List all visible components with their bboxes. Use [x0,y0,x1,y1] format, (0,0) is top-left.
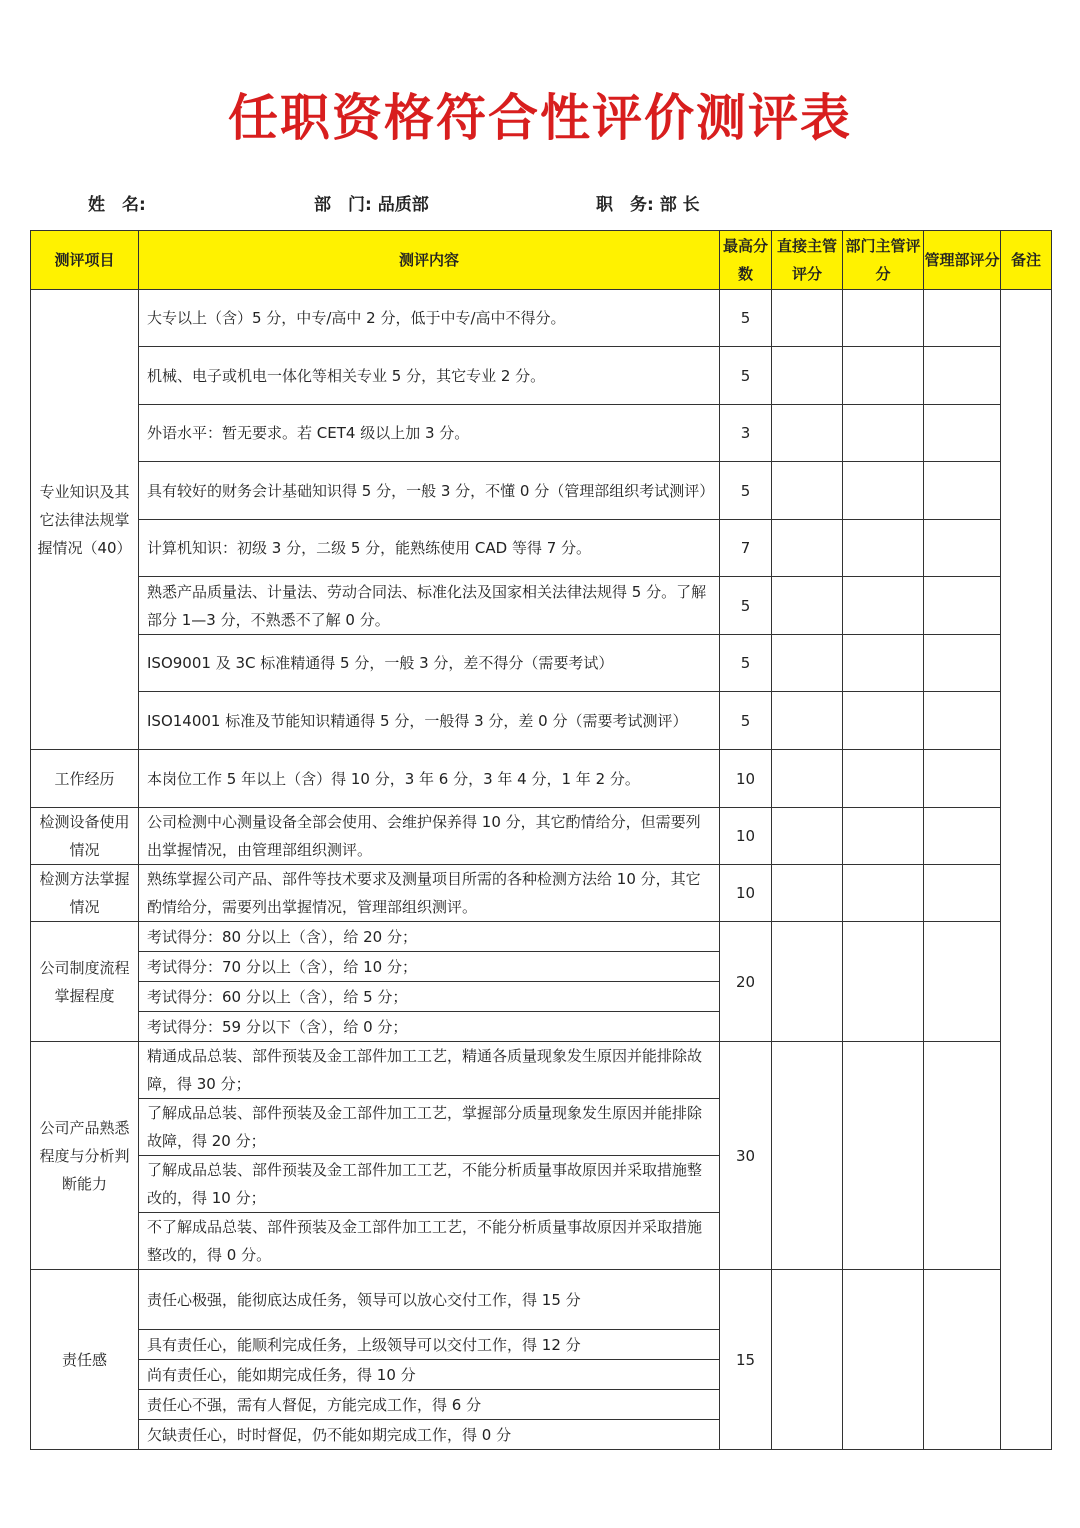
content-cell: 不了解成品总装、部件预装及金工部件加工工艺，不能分析质量事故原因并采取措施整改的，得 0 分。 [139,1213,720,1270]
direct-score-input[interactable] [772,290,843,347]
dept-score-input[interactable] [843,462,924,520]
direct-score-input[interactable] [772,635,843,692]
content-cell: ISO9001 及 3C 标准精通得 5 分，一般 3 分，差不得分（需要考试） [139,635,720,692]
max-score-cell: 10 [720,865,772,922]
direct-score-input[interactable] [772,808,843,865]
direct-score-input[interactable] [772,347,843,405]
table-row [31,520,1052,577]
table-row [31,692,1052,750]
header-content: 测评内容 [139,231,720,290]
content-cell: 熟悉产品质量法、计量法、劳动合同法、标准化法及国家相关法律法规得 5 分。了解部分 1—3 分，不熟悉不了解 0 分。 [139,577,720,635]
category-cell: 责任感 [31,1270,139,1450]
table-row [31,750,1052,808]
page-title: 任职资格符合性评价测评表 [228,89,852,147]
table-row [31,808,1052,865]
table-row [31,922,1052,952]
header-direct-score: 直接主管评分 [772,231,843,290]
table-row [31,577,1052,635]
evaluation-table [30,230,1052,1450]
mgmt-score-input[interactable] [924,347,1001,405]
dept-score-input[interactable] [843,692,924,750]
content-cell: 尚有责任心，能如期完成任务，得 10 分 [139,1360,720,1390]
mgmt-score-input[interactable] [924,1042,1001,1270]
dept-score-input[interactable] [843,347,924,405]
category-cell: 公司产品熟悉程度与分析判断能力 [31,1042,139,1270]
dept-score-input[interactable] [843,405,924,462]
table-row [31,347,1052,405]
max-score-cell: 5 [720,462,772,520]
content-cell: 责任心极强，能彻底达成任务，领导可以放心交付工作，得 15 分 [139,1270,720,1330]
mgmt-score-input[interactable] [924,808,1001,865]
table-row [31,635,1052,692]
direct-score-input[interactable] [772,405,843,462]
max-score-cell: 10 [720,750,772,808]
mgmt-score-input[interactable] [924,405,1001,462]
header-max-score: 最高分数 [720,231,772,290]
mgmt-score-input[interactable] [924,692,1001,750]
mgmt-score-input[interactable] [924,865,1001,922]
content-cell: 公司检测中心测量设备全部会使用、会维护保养得 10 分，其它酌情给分，但需要列出掌握情况，由管理部组织测评。 [139,808,720,865]
max-score-cell: 5 [720,290,772,347]
dept-score-input[interactable] [843,865,924,922]
mgmt-score-input[interactable] [924,577,1001,635]
max-score-cell: 7 [720,520,772,577]
direct-score-input[interactable] [772,692,843,750]
content-cell: 责任心不强，需有人督促，方能完成工作，得 6 分 [139,1390,720,1420]
dept-score-input[interactable] [843,1042,924,1270]
content-cell: 具有较好的财务会计基础知识得 5 分，一般 3 分，不懂 0 分（管理部组织考试测评） [139,462,720,520]
content-cell: 具有责任心，能顺利完成任务，上级领导可以交付工作，得 12 分 [139,1330,720,1360]
content-cell: 计算机知识：初级 3 分，二级 5 分，能熟练使用 CAD 等得 7 分。 [139,520,720,577]
content-cell: 考试得分：80 分以上（含），给 20 分； [139,922,720,952]
mgmt-score-input[interactable] [924,520,1001,577]
content-cell: 熟练掌握公司产品、部件等技术要求及测量项目所需的各种检测方法给 10 分，其它酌情给分，需要列出掌握情况，管理部组织测评。 [139,865,720,922]
remark-cell[interactable] [1001,290,1052,1450]
max-score-cell: 5 [720,635,772,692]
table-row [31,462,1052,520]
max-score-cell: 5 [720,347,772,405]
content-cell: 大专以上（含）5 分，中专/高中 2 分，低于中专/高中不得分。 [139,290,720,347]
content-cell: 了解成品总装、部件预装及金工部件加工工艺，不能分析质量事故原因并采取措施整改的，得 10 分； [139,1156,720,1213]
max-score-cell: 5 [720,577,772,635]
table-row [31,865,1052,922]
content-cell: 考试得分：60 分以上（含），给 5 分； [139,982,720,1012]
category-cell: 工作经历 [31,750,139,808]
category-cell: 专业知识及其它法律法规掌握情况（40） [31,290,139,750]
dept-score-input[interactable] [843,290,924,347]
dept-score-input[interactable] [843,1270,924,1450]
direct-score-input[interactable] [772,922,843,1042]
direct-score-input[interactable] [772,1042,843,1270]
header-item: 测评项目 [31,231,139,290]
mgmt-score-input[interactable] [924,635,1001,692]
mgmt-score-input[interactable] [924,922,1001,1042]
category-cell: 公司制度流程掌握程度 [31,922,139,1042]
max-score-cell: 15 [720,1270,772,1450]
mgmt-score-input[interactable] [924,750,1001,808]
content-cell: ISO14001 标准及节能知识精通得 5 分，一般得 3 分，差 0 分（需要考试测评） [139,692,720,750]
direct-score-input[interactable] [772,577,843,635]
max-score-cell: 10 [720,808,772,865]
mgmt-score-input[interactable] [924,462,1001,520]
content-cell: 机械、电子或机电一体化等相关专业 5 分，其它专业 2 分。 [139,347,720,405]
header-mgmt-score: 管理部评分 [924,231,1001,290]
max-score-cell: 20 [720,922,772,1042]
dept-score-input[interactable] [843,635,924,692]
max-score-cell: 5 [720,692,772,750]
header-remark: 备注 [1001,231,1052,290]
content-cell: 精通成品总装、部件预装及金工部件加工工艺，精通各质量现象发生原因并能排除故障，得 30 分； [139,1042,720,1099]
direct-score-input[interactable] [772,462,843,520]
name-label: 姓 名: [88,195,146,215]
content-cell: 考试得分：70 分以上（含），给 10 分； [139,952,720,982]
content-cell: 了解成品总装、部件预装及金工部件加工工艺，掌握部分质量现象发生原因并能排除故障，得 20 分； [139,1099,720,1156]
dept-score-input[interactable] [843,922,924,1042]
max-score-cell: 3 [720,405,772,462]
header-dept-score: 部门主管评分 [843,231,924,290]
direct-score-input[interactable] [772,1270,843,1450]
position-label: 职 务: 部 长 [596,195,700,215]
dept-score-input[interactable] [843,577,924,635]
table-row [31,1270,1052,1330]
mgmt-score-input[interactable] [924,1270,1001,1450]
direct-score-input[interactable] [772,865,843,922]
dept-score-input[interactable] [843,520,924,577]
category-cell: 检测方法掌握情况 [31,865,139,922]
direct-score-input[interactable] [772,520,843,577]
department-label: 部 门: 品质部 [314,195,429,215]
table-row [31,290,1052,347]
max-score-cell: 30 [720,1042,772,1270]
content-cell: 欠缺责任心，时时督促，仍不能如期完成工作，得 0 分 [139,1420,720,1450]
content-cell: 本岗位工作 5 年以上（含）得 10 分，3 年 6 分，3 年 4 分，1 年 2 分。 [139,750,720,808]
dept-score-input[interactable] [843,750,924,808]
category-cell: 检测设备使用情况 [31,808,139,865]
direct-score-input[interactable] [772,750,843,808]
table-row [31,405,1052,462]
content-cell: 外语水平：暂无要求。若 CET4 级以上加 3 分。 [139,405,720,462]
table-row [31,1042,1052,1099]
mgmt-score-input[interactable] [924,290,1001,347]
content-cell: 考试得分：59 分以下（含），给 0 分； [139,1012,720,1042]
dept-score-input[interactable] [843,808,924,865]
table-header-row [31,231,1052,290]
